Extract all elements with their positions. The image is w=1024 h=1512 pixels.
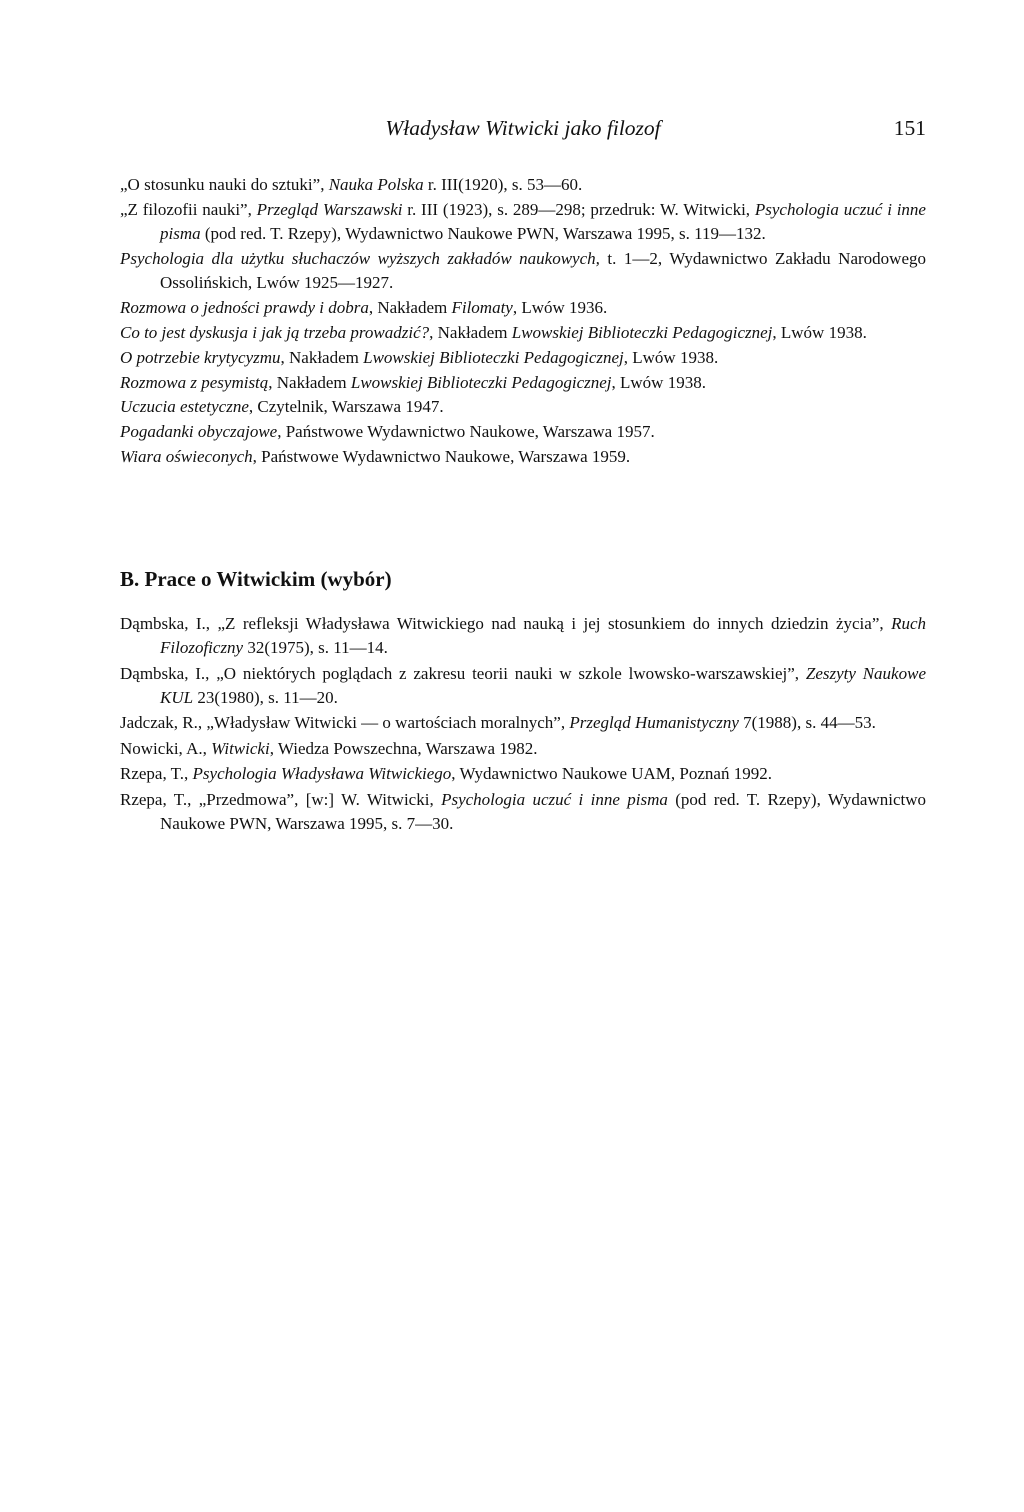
bibliography-entry <box>120 711 926 735</box>
entry-text: , Nakładem <box>268 372 351 392</box>
entry-text: , Czytelnik, Warszawa 1947. <box>248 397 444 417</box>
entry-text: Rzepa, T., <box>120 764 193 783</box>
bibliography-entry <box>120 612 926 660</box>
entry-italic-text: Wiara oświeconych <box>120 447 253 467</box>
entry-text: „Z filozofii nauki”, <box>120 199 257 219</box>
entry-italic-text: Rozmowa o jedności prawdy i dobra <box>120 297 369 317</box>
entry-text: Nowicki, A., <box>120 738 212 758</box>
bibliography-works-by-witwicki <box>120 173 926 470</box>
entry-text: Dąmbska, I., „Z refleksji Władysława Witwickiego nad nauką i jej stosunkiem do innych dziedzin życia”, <box>120 614 892 633</box>
bibliography-entry <box>120 788 926 836</box>
bibliography-entry <box>120 296 926 320</box>
section-heading-b: B. Prace o Witwickim (wybór) <box>120 567 392 591</box>
running-title: Władysław Witwicki jako filozof <box>385 116 661 140</box>
entry-text: Dąmbska, I., „O niektórych poglądach z zakresu teorii nauki w szkole lwowsko-warszawskiej”, <box>120 663 806 683</box>
entry-italic-text: Lwowskiej Biblioteczki Pedagogicznej <box>363 347 624 367</box>
entry-italic-text: Witwicki <box>211 738 270 758</box>
entry-italic-text: Nauka Polska <box>328 175 424 194</box>
bibliography-works-about-witwicki <box>120 612 926 837</box>
entry-text: , Wydawnictwo Naukowe UAM, Poznań 1992. <box>451 764 772 783</box>
entry-text: , Państwowe Wydawnictwo Naukowe, Warszawa 1957. <box>277 422 655 442</box>
entry-text: , Lwów 1938. <box>772 322 867 342</box>
entry-text: (pod red. T. Rzepy), Wydawnictwo Naukowe PWN, Warszawa 1995, s. 119—132. <box>200 223 766 243</box>
bibliography-entry <box>120 662 926 710</box>
bibliography-entry <box>120 762 926 786</box>
bibliography-entry <box>120 371 926 395</box>
entry-italic-text: Lwowskiej Biblioteczki Pedagogicznej <box>511 322 773 342</box>
bibliography-entry <box>120 173 926 197</box>
entry-italic-text: Co to jest dyskusja i jak ją trzeba prowadzić? <box>120 322 430 342</box>
entry-italic-text: Rozmowa z pesymistą <box>120 372 269 392</box>
page-number: 151 <box>893 116 926 140</box>
entry-italic-text: Psychologia uczuć i inne pisma <box>441 789 668 809</box>
entry-text: , Lwów 1938. <box>611 372 706 392</box>
entry-italic-text: Lwowskiej Biblioteczki Pedagogicznej <box>350 372 612 392</box>
entry-italic-text: Psychologia dla użytku słuchaczów wyższych zakładów naukowych, <box>120 248 600 268</box>
entry-italic-text: Uczucia estetyczne <box>120 397 249 417</box>
running-head <box>120 116 926 150</box>
bibliography-entry <box>120 198 926 246</box>
entry-text: 23(1980), s. 11—20. <box>193 687 338 707</box>
entry-text: , Państwowe Wydawnictwo Naukowe, Warszawa 1959. <box>252 447 631 467</box>
entry-italic-text: Psychologia uczuć i inne pisma <box>160 199 926 243</box>
entry-text: , Nakładem <box>429 322 512 342</box>
bibliography-entry <box>120 445 926 469</box>
entry-text: , Wiedza Powszechna, Warszawa 1982. <box>269 738 538 758</box>
entry-text: Rzepa, T., „Przedmowa”, [w:] W. Witwicki, <box>120 789 442 809</box>
entry-italic-text: Przegląd Warszawski <box>256 199 403 219</box>
bibliography-entry <box>120 420 926 444</box>
entry-italic-text: O potrzebie krytycyzmu <box>120 347 281 367</box>
entry-italic-text: Filomaty <box>451 297 513 317</box>
entry-italic-text: Ruch Filozoficzny <box>160 614 926 657</box>
entry-text: , Lwów 1938. <box>623 347 719 367</box>
entry-text: , Nakładem <box>368 297 452 317</box>
bibliography-entry <box>120 247 926 295</box>
bibliography-entry <box>120 395 926 419</box>
entry-italic-text: Przegląd Humanistyczny <box>569 713 739 732</box>
entry-text: r. III(1920), s. 53—60. <box>423 175 583 194</box>
entry-text: 32(1975), s. 11—14. <box>243 638 388 657</box>
entry-text: r. III (1923), s. 289—298; przedruk: W. Witwicki, <box>402 199 755 219</box>
bibliography-entry <box>120 737 926 761</box>
entry-text: 7(1988), s. 44—53. <box>738 713 876 732</box>
entry-text: , Nakładem <box>280 347 364 367</box>
bibliography-entry <box>120 346 926 370</box>
entry-italic-text: Pogadanki obyczajowe <box>120 422 278 442</box>
entry-text: „O stosunku nauki do sztuki”, <box>120 175 329 194</box>
bibliography-entry <box>120 321 926 345</box>
entry-italic-text: Zeszyty Naukowe KUL <box>160 663 926 707</box>
entry-italic-text: Psychologia Władysława Witwickiego <box>192 764 452 783</box>
entry-text: Jadczak, R., „Władysław Witwicki — o wartościach moralnych”, <box>120 713 570 732</box>
entry-text: , Lwów 1936. <box>512 297 608 317</box>
entry-text: t. 1—2, Wydawnictwo Zakładu Narodowego Ossolińskich, Lwów 1925—1927. <box>160 248 926 292</box>
entry-text: (pod red. T. Rzepy), Wydawnictwo Naukowe PWN, Warszawa 1995, s. 7—30. <box>160 789 926 833</box>
